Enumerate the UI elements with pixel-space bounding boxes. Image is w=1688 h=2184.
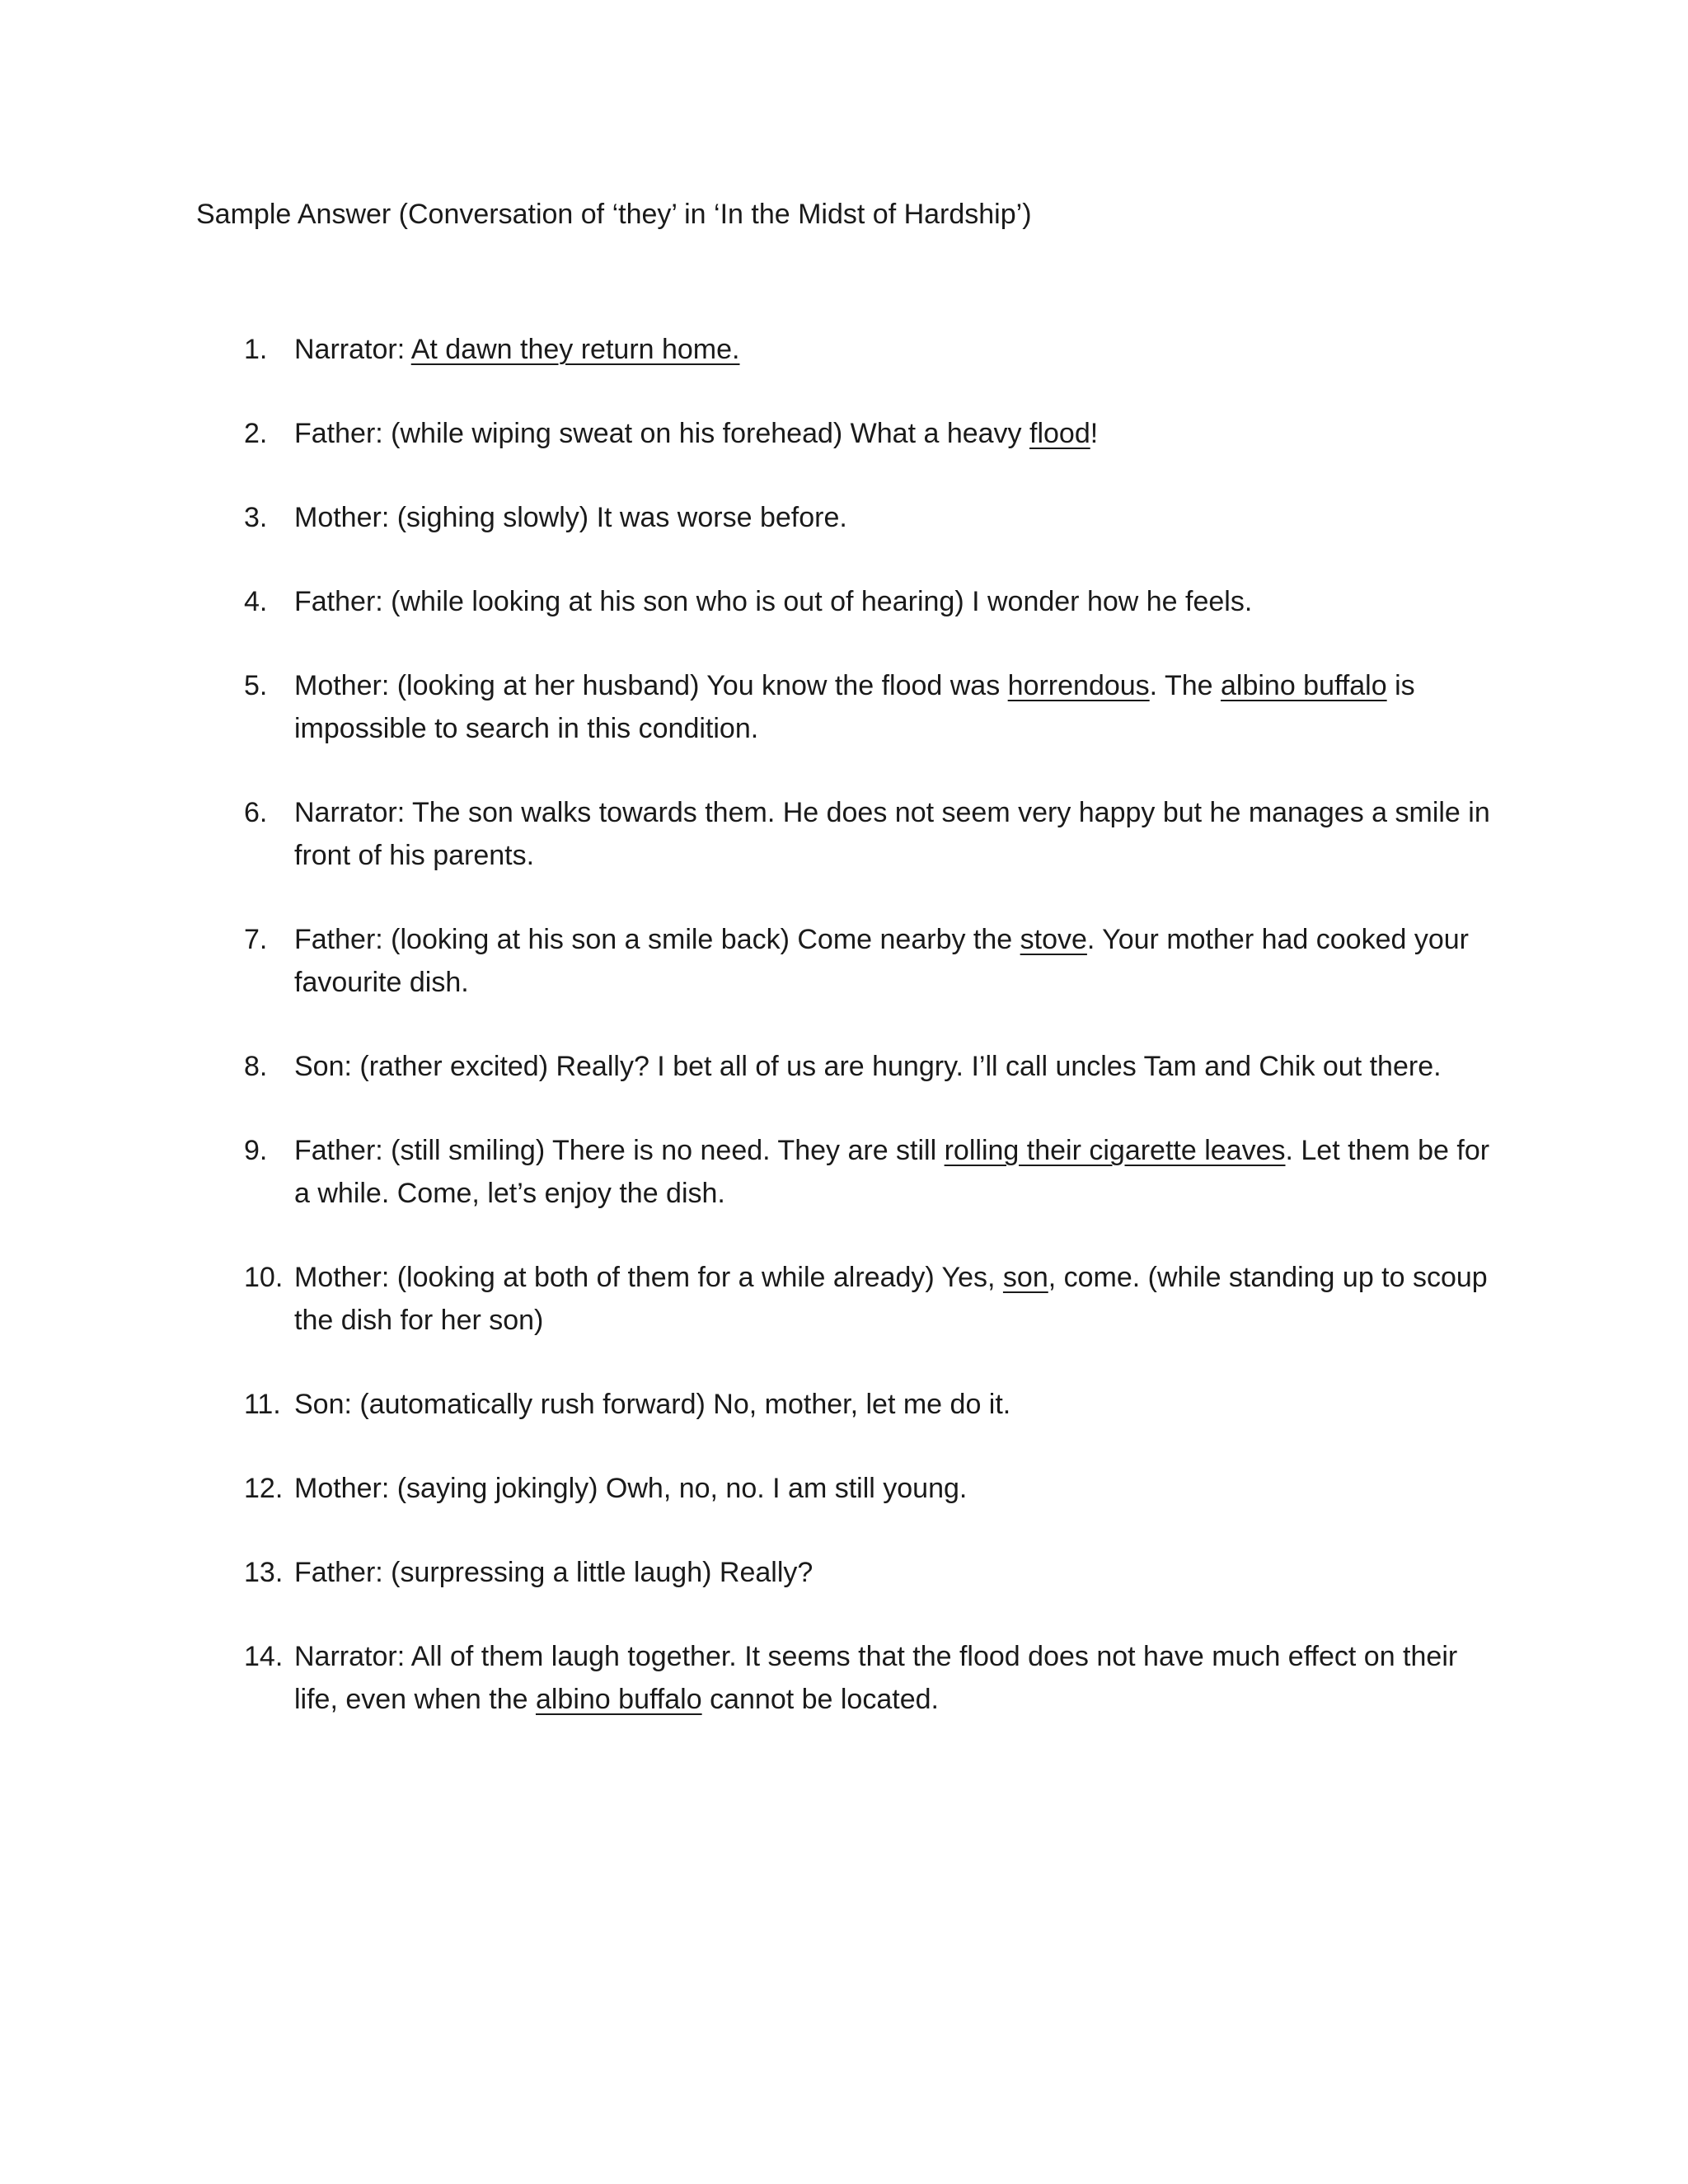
item-text	[294, 1551, 1493, 1594]
text-segment: , come. (while standing up to scoup the dish for her son)	[294, 1262, 1488, 1336]
item-number: 6.	[244, 797, 268, 828]
item-number: 4.	[244, 586, 268, 617]
text-segment: . Your mother had cooked your favourite dish.	[294, 924, 1469, 998]
item-text	[294, 496, 1493, 539]
item-number: 10.	[244, 1262, 284, 1293]
dialogue-item	[0, 664, 1493, 750]
dialogue-item	[0, 918, 1493, 1004]
dialogue-item	[0, 1551, 1493, 1594]
text-segment: Father: (looking at his son a smile back) Come nearby the	[294, 924, 1020, 955]
dialogue-item	[0, 1383, 1493, 1426]
item-number: 9.	[244, 1135, 268, 1166]
dialogue-item	[0, 1129, 1493, 1215]
text-segment: . Let them be for a while. Come, let’s enjoy the dish.	[294, 1135, 1490, 1209]
item-number: 5.	[244, 670, 268, 701]
underlined-phrase: albino buffalo	[1220, 670, 1387, 701]
underlined-phrase: At dawn they return home.	[410, 334, 740, 365]
item-number: 7.	[244, 924, 268, 955]
text-segment: Narrator: All of them laugh together. It seems that the flood does not have much effect on their life, even when the	[294, 1641, 1458, 1715]
underlined-phrase: flood	[1029, 418, 1090, 449]
dialogue-item	[0, 1635, 1493, 1721]
dialogue-item	[0, 1256, 1493, 1342]
item-text	[294, 328, 1493, 371]
dialogue-list	[0, 328, 1688, 1762]
text-segment: Son: (rather excited) Really? I bet all of us are hungry. I’ll call uncles Tam and Chik out there.	[294, 1051, 1442, 1082]
text-segment: Mother: (saying jokingly) Owh, no, no. I am still young.	[294, 1473, 968, 1504]
item-text	[294, 1045, 1493, 1088]
dialogue-item	[0, 1045, 1493, 1088]
item-text	[294, 580, 1493, 623]
dialogue-item	[0, 791, 1493, 877]
underlined-phrase: rolling their cigarette leaves	[944, 1135, 1286, 1166]
text-segment: Mother: (looking at both of them for a while already) Yes,	[294, 1262, 1003, 1293]
item-number: 14.	[244, 1641, 284, 1672]
underlined-phrase: stove	[1020, 924, 1087, 955]
text-segment: !	[1090, 418, 1099, 449]
text-segment: Father: (surpressing a little laugh) Really?	[294, 1557, 814, 1588]
dialogue-item	[0, 412, 1493, 455]
item-text	[294, 918, 1493, 1004]
text-segment: Mother: (looking at her husband) You know the flood was	[294, 670, 1008, 701]
item-text	[294, 412, 1493, 455]
underlined-phrase: albino buffalo	[535, 1684, 702, 1715]
text-segment: Son: (automatically rush forward) No, mother, let me do it.	[294, 1389, 1011, 1420]
text-segment: Father: (while looking at his son who is out of hearing) I wonder how he feels.	[294, 586, 1253, 617]
item-text	[294, 1256, 1493, 1342]
item-number: 12.	[244, 1473, 284, 1504]
item-number: 1.	[244, 334, 268, 365]
text-segment: Narrator:	[294, 334, 411, 365]
item-number: 3.	[244, 502, 268, 533]
item-text	[294, 1467, 1493, 1510]
text-segment: Narrator: The son walks towards them. He does not seem very happy but he manages a smile in front of his parents.	[294, 797, 1490, 871]
dialogue-item	[0, 1467, 1493, 1510]
dialogue-item	[0, 580, 1493, 623]
underlined-phrase: horrendous	[1007, 670, 1150, 701]
item-number: 13.	[244, 1557, 284, 1588]
item-number: 11.	[244, 1389, 281, 1420]
item-number: 2.	[244, 418, 268, 449]
item-text	[294, 1635, 1493, 1721]
dialogue-item	[0, 328, 1493, 371]
text-segment: . The	[1149, 670, 1221, 701]
item-number: 8.	[244, 1051, 268, 1082]
text-segment: cannot be located.	[701, 1684, 939, 1715]
text-segment: Mother: (sighing slowly) It was worse before.	[294, 502, 847, 533]
text-segment: Father: (still smiling) There is no need. They are still	[294, 1135, 945, 1166]
item-text	[294, 791, 1493, 877]
dialogue-item	[0, 496, 1493, 539]
item-text	[294, 1129, 1493, 1215]
item-text	[294, 1383, 1493, 1426]
text-segment: Father: (while wiping sweat on his forehead) What a heavy	[294, 418, 1030, 449]
text-segment: is impossible to search in this condition.	[294, 670, 1415, 744]
underlined-phrase: son	[1002, 1262, 1048, 1293]
item-text	[294, 664, 1493, 750]
document-title: Sample Answer (Conversation of ‘they’ in ‘In the Midst of Hardship’)	[196, 199, 1032, 230]
